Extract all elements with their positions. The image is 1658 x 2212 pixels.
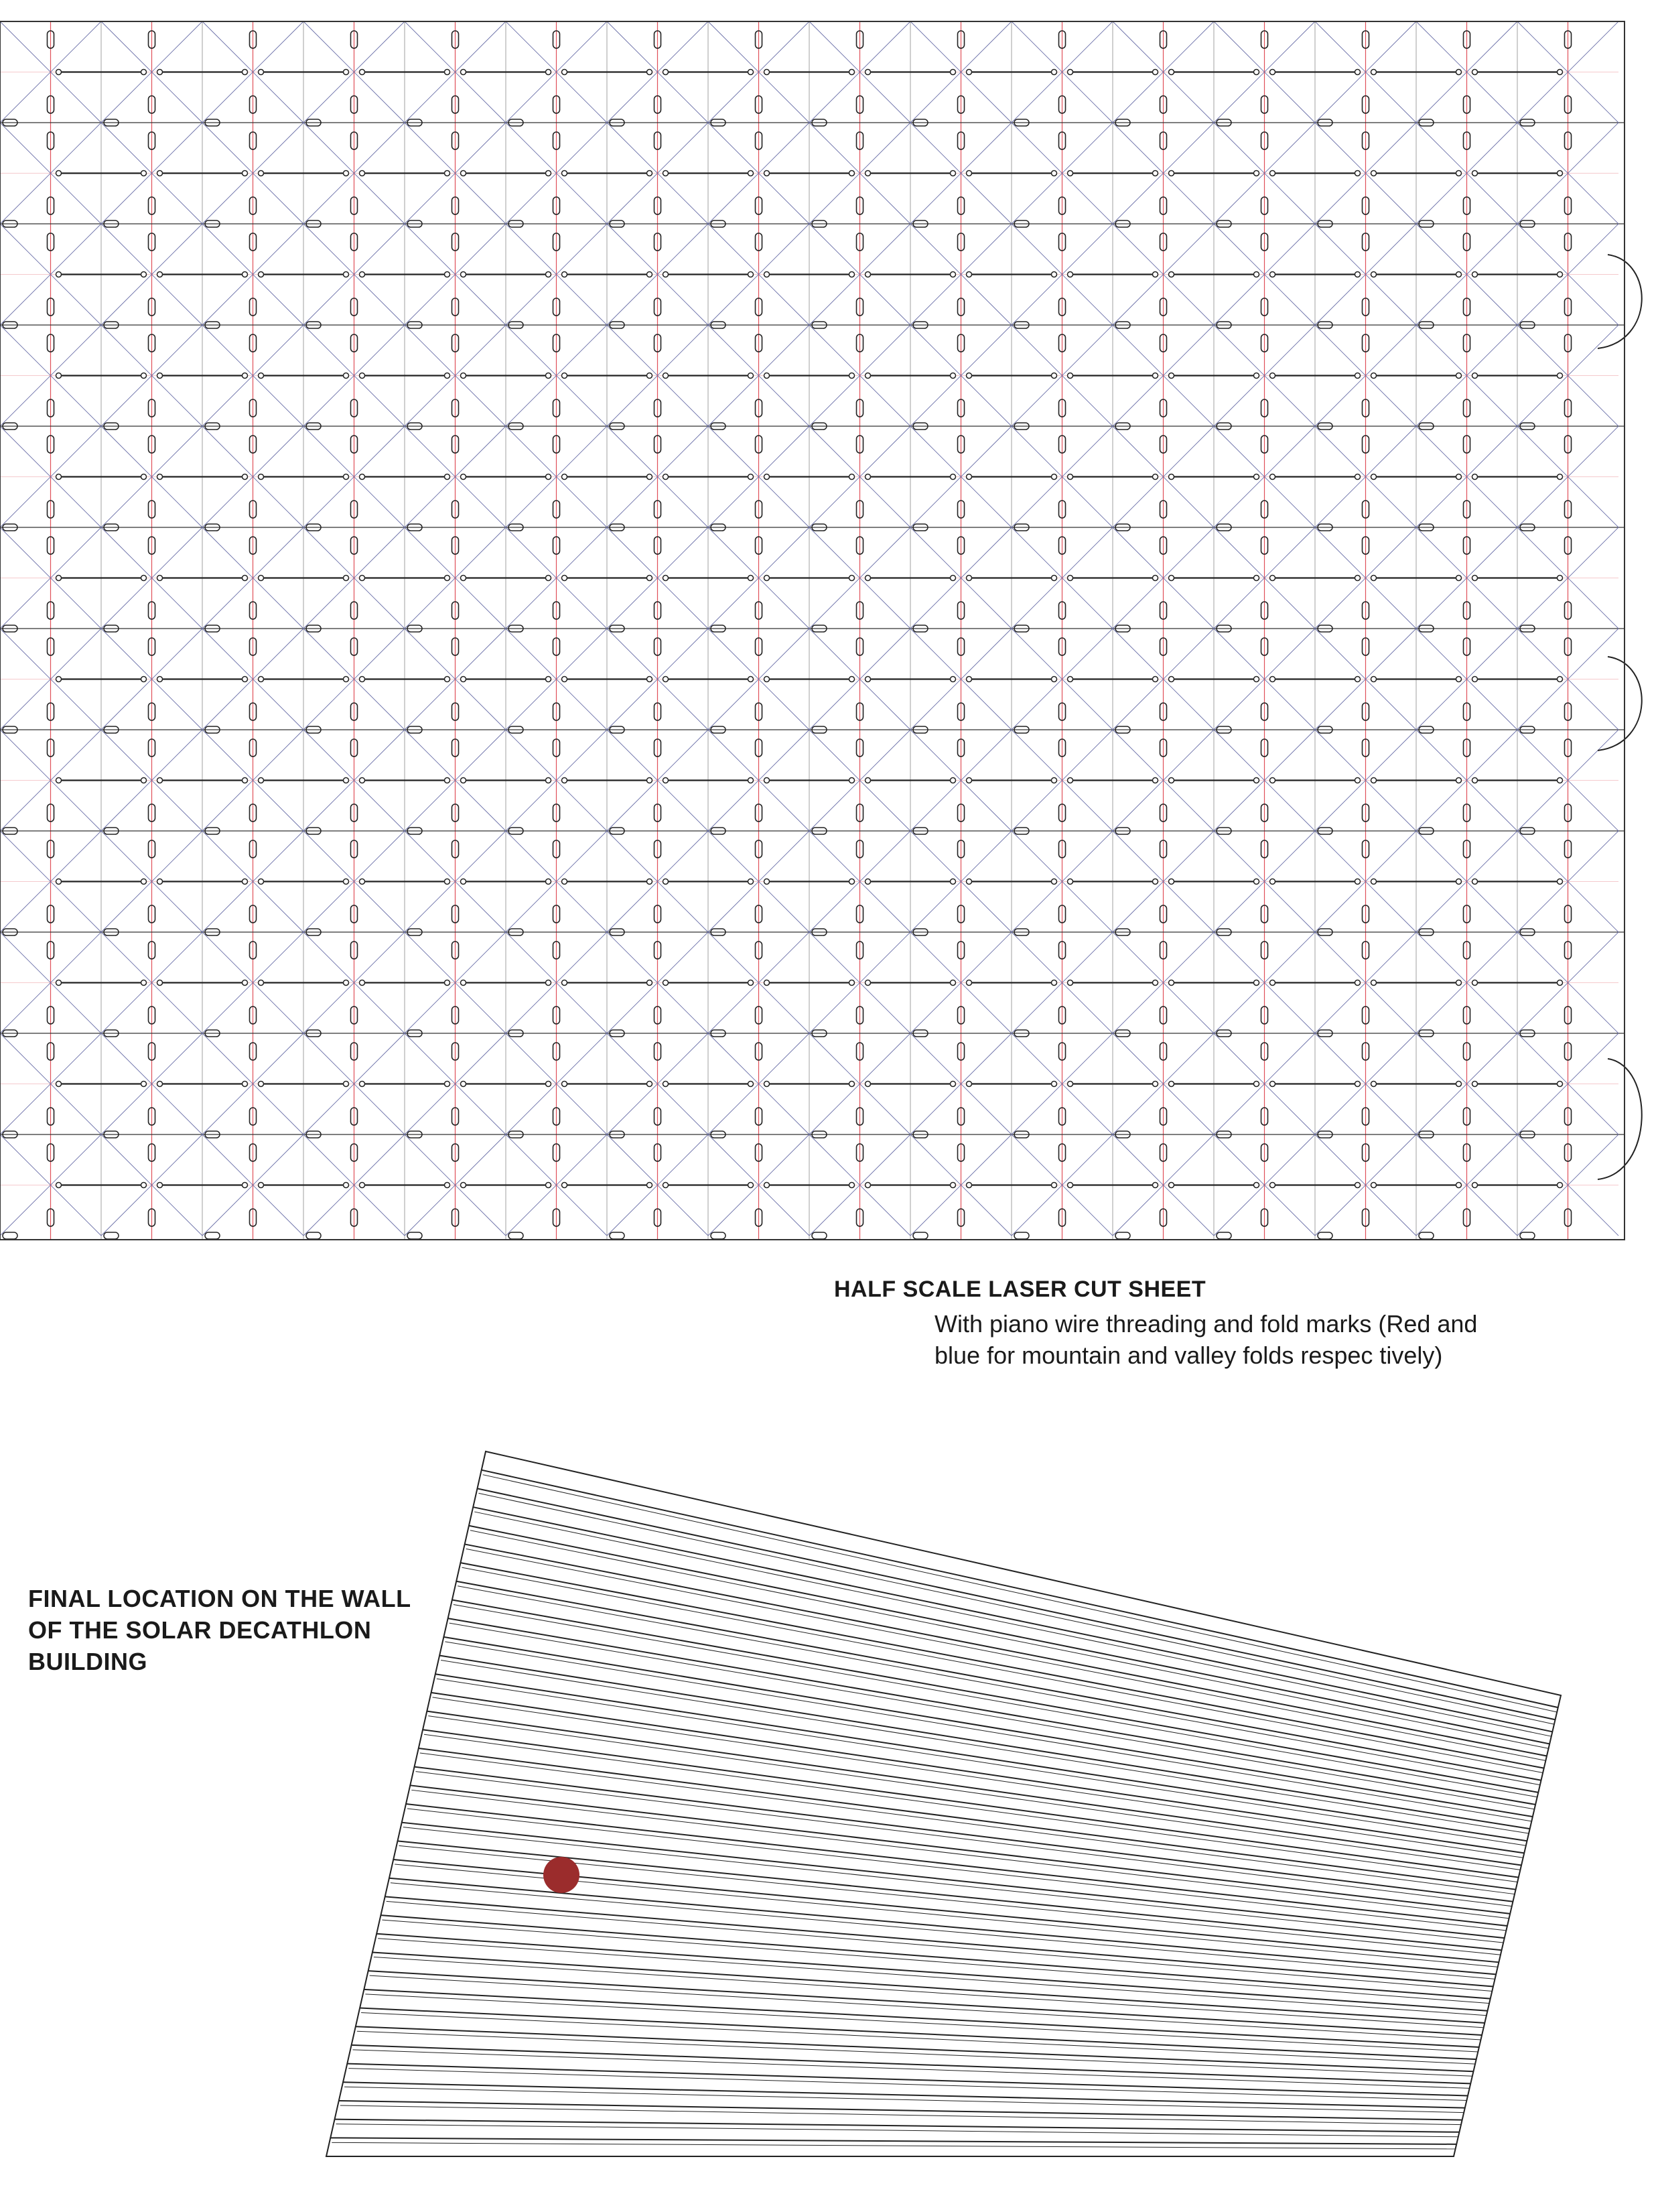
location-marker xyxy=(543,1857,579,1893)
laser-sheet-description-line-1: With piano wire threading and fold marks (Red and xyxy=(935,1310,1478,1338)
wall-location-title-line-3: BUILDING xyxy=(28,1648,147,1675)
wall-location-title-line-1: FINAL LOCATION ON THE WALL xyxy=(28,1585,411,1612)
wall-location-title-line-2: OF THE SOLAR DECATHLON xyxy=(28,1616,372,1644)
laser-sheet-title: HALF SCALE LASER CUT SHEET xyxy=(834,1277,1206,1302)
wall-slat-lines xyxy=(326,1451,1561,2156)
laser-sheet-description-line-2: blue for mountain and valley folds respec tively) xyxy=(935,1342,1443,1369)
fold-pattern-grid xyxy=(0,21,1642,1240)
